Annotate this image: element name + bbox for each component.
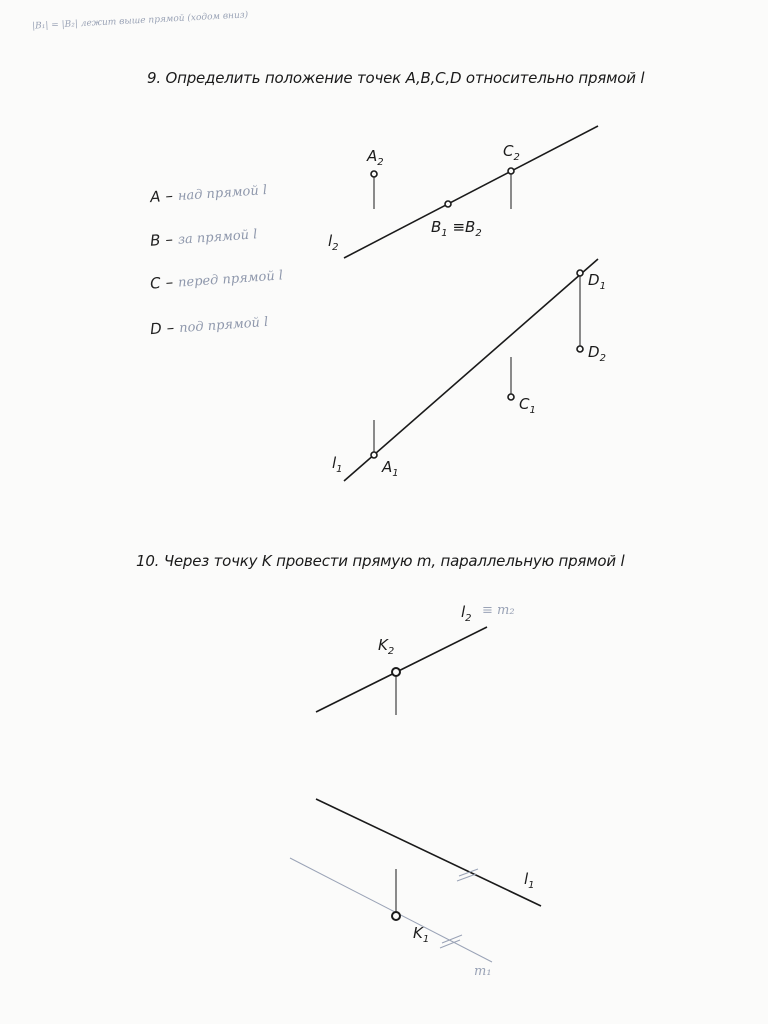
answer-dash: – [164,273,174,292]
point-d1 [577,270,583,276]
pencil-corner-note: |B₁| = |B₂| лежит выше прямой (ходом вниз) [31,10,249,32]
label-b1-b2: $B_1 \equiv B_2$ [431,218,482,239]
task9-frontal-view [344,126,598,258]
answer-c-text: перед прямой l [177,268,284,291]
task10-frontal-view [316,627,487,715]
line-l2 [344,126,598,258]
point-c1 [508,394,514,400]
answer-d-text: под прямой l [178,314,269,337]
pencil-label-m2: ≡ m₂ [482,603,515,618]
answer-c-letter: C [149,273,162,293]
answer-dash: – [164,230,174,249]
task-9-title: 9. Определить положение точек A,B,C,D относительно прямой l [147,69,645,87]
point-d2 [577,346,583,352]
label-l2-task10: $l_2$ [461,603,472,624]
answer-dash: – [164,186,174,205]
answer-d-letter: D [149,319,163,339]
point-a1 [371,452,377,458]
label-a2: $A_2$ [367,147,384,168]
label-d1: $D_1$ [588,271,606,292]
task9-horizontal-view [344,259,598,481]
point-b1-b2 [445,201,451,207]
answer-a-letter: A [149,187,162,207]
line-l2-m2 [316,627,487,712]
answer-b-text: за прямой l [177,227,258,248]
label-k1: $K_1$ [413,924,430,945]
point-k1 [392,912,400,920]
point-a2 [371,171,377,177]
label-d2: $D_2$ [588,343,606,364]
label-l1: $l_1$ [332,454,343,475]
answer-a-text: над прямой l [177,182,268,205]
line-l1-task10 [316,799,541,906]
point-k2 [392,668,400,676]
point-c2 [508,168,514,174]
label-l1-task10: $l_1$ [524,870,535,891]
label-l2: $l_2$ [328,232,339,253]
line-l1 [344,259,598,481]
label-c1: $C_1$ [519,395,536,416]
label-a1: $A_1$ [382,458,399,479]
pencil-label-m1: m₁ [474,964,492,979]
parallel-mark [457,874,476,881]
answer-dash: – [166,318,175,337]
label-k2: $K_2$ [378,636,395,657]
answer-b-letter: B [149,231,162,250]
pencil-line-m1 [290,858,492,962]
task-10-title: 10. Через точку K провести прямую m, параллельную прямой l [136,552,625,570]
label-c2: $C_2$ [503,142,520,163]
